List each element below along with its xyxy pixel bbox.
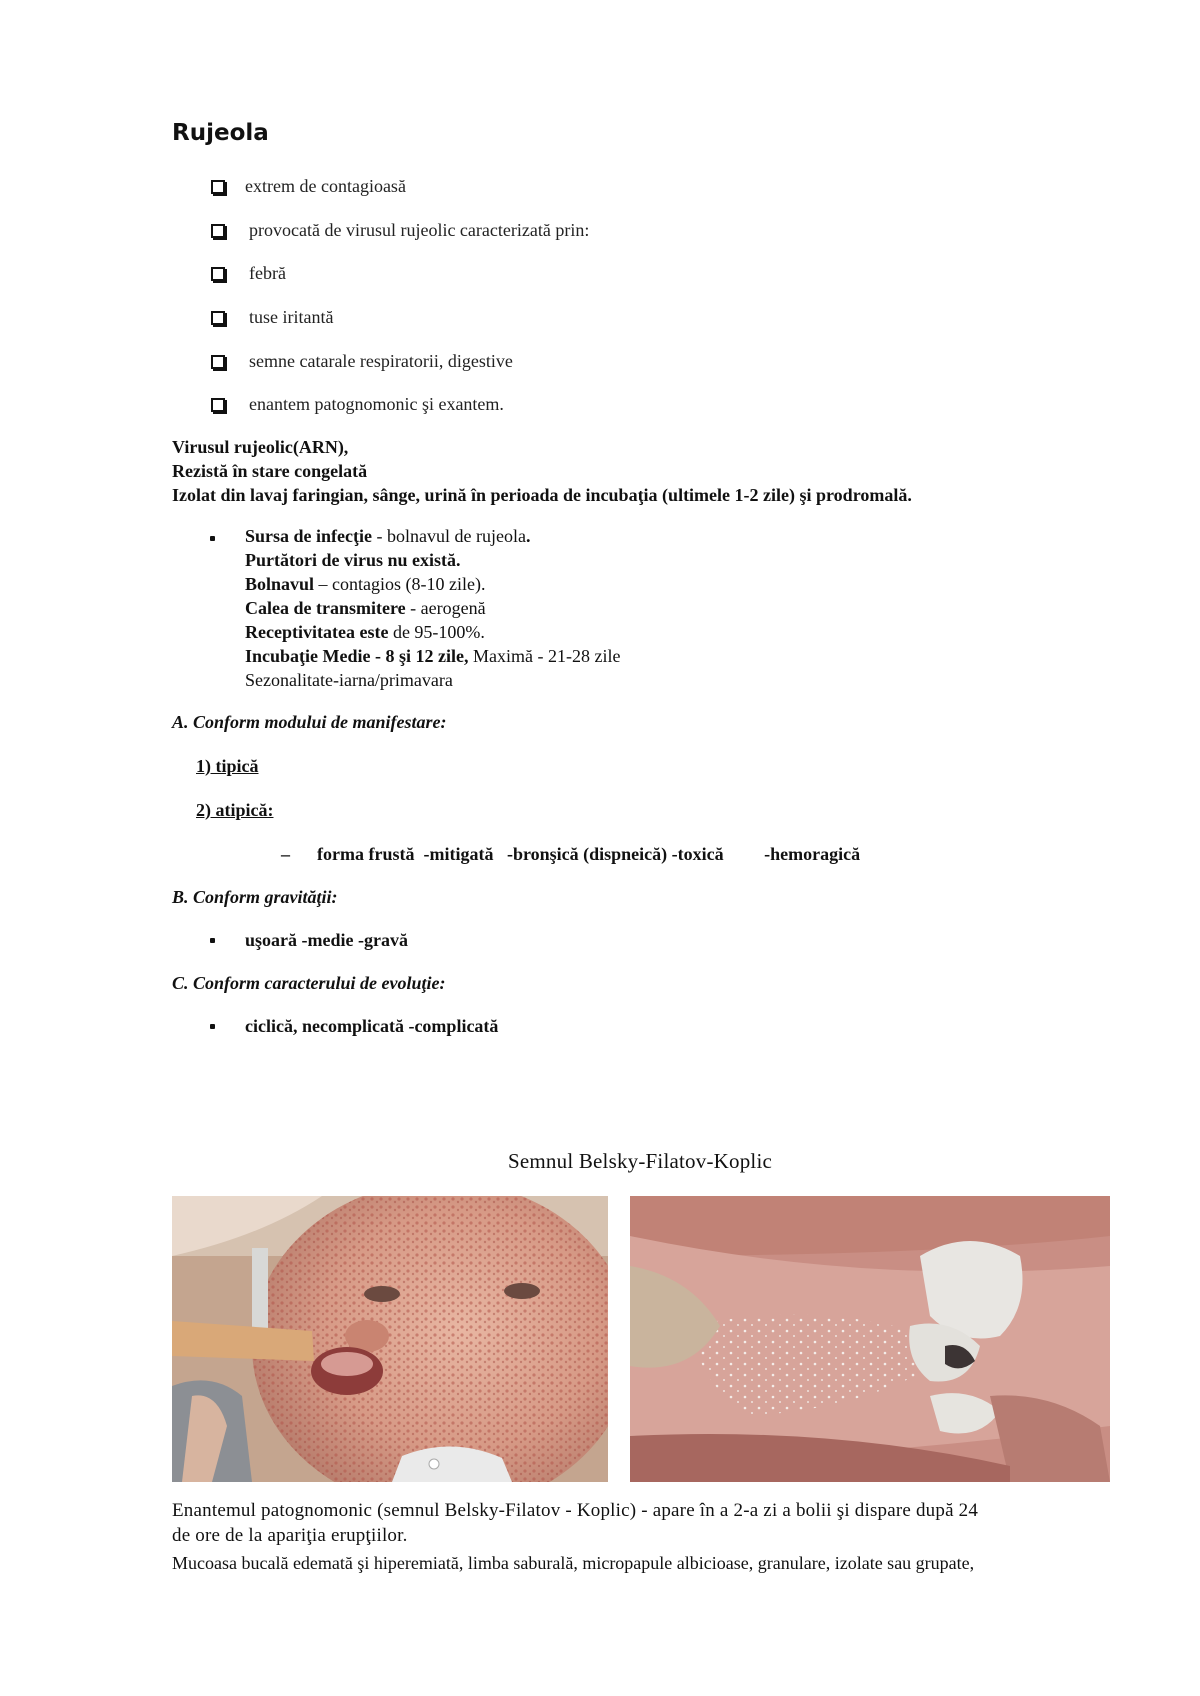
figure-title: Semnul Belsky-Filatov-Koplic: [508, 1149, 772, 1173]
bullet-icon: [210, 536, 215, 541]
caption-line: de ore de la apariţia erupţiilor.: [172, 1525, 408, 1546]
receptivity-line: [245, 622, 485, 643]
list-item-text: febră: [249, 263, 286, 283]
section-a-heading: A. Conform modului de manifestare:: [172, 712, 447, 732]
patient-value: – contagios (8-10 zile).: [314, 574, 486, 594]
atypical-forms-list: forma frustă -mitigată -bronşică (dispneică) -toxică -hemoragică: [317, 844, 861, 864]
checkbox-icon: [211, 180, 225, 194]
source-end: .: [525, 526, 531, 546]
incubation-value: Maximă - 21-28 zile: [468, 646, 621, 666]
receptivity-label: Receptivitatea este: [245, 622, 389, 642]
section-a-item-atypical: 2) atipică:: [196, 800, 274, 820]
route-value: - aerogenă: [405, 598, 486, 618]
source-line: [245, 526, 530, 547]
route-line: [245, 598, 486, 619]
incubation-line: [245, 646, 620, 667]
list-item-text: extrem de contagioasă: [245, 176, 406, 196]
page-title: Rujeola: [172, 120, 269, 146]
evolution-list: ciclică, necomplicată -complicată: [245, 1016, 499, 1036]
forms-dash: –: [281, 844, 290, 864]
incubation-label: Incubaţie Medie - 8 şi 12 zile,: [245, 646, 469, 666]
section-a-item-typical: 1) tipică: [196, 756, 259, 776]
carriers-line: Purtători de virus nu există.: [245, 550, 461, 570]
patient-line: [245, 574, 485, 595]
checkbox-icon: [211, 311, 225, 325]
source-label: Sursa de infecţie: [245, 526, 372, 546]
list-item-text: provocată de virusul rujeolic caracterizată prin:: [249, 220, 590, 240]
virus-line: Izolat din lavaj faringian, sânge, urină în perioada de incubaţia (ultimele 1-2 zile) şi prodromală.: [172, 485, 912, 505]
virus-line: Virusul rujeolic(ARN),: [172, 437, 349, 457]
checkbox-icon: [211, 355, 225, 369]
list-item-text: tuse iritantă: [249, 307, 334, 327]
route-label: Calea de transmitere: [245, 598, 406, 618]
season-line: Sezonalitate-iarna/primavara: [245, 670, 453, 690]
checkbox-icon: [211, 224, 225, 238]
koplik-spots-photo: [630, 1196, 1110, 1482]
caption-line: Mucoasa bucală edemată şi hiperemiată, limba saburală, micropapule albicioase, granulare, izolate sau grupate,: [172, 1553, 975, 1573]
severity-list: uşoară -medie -gravă: [245, 930, 408, 950]
child-rash-image: [172, 1196, 608, 1482]
checkbox-icon: [211, 267, 225, 281]
bullet-icon: [210, 938, 215, 943]
caption-line: Enantemul patognomonic (semnul Belsky-Filatov - Koplic) - apare în a 2-a zi a bolii şi dispare după 24: [172, 1500, 979, 1521]
section-c-heading: C. Conform caracterului de evoluţie:: [172, 973, 446, 993]
receptivity-value: de 95-100%.: [388, 622, 485, 642]
bullet-icon: [210, 1024, 215, 1029]
list-item-text: semne catarale respiratorii, digestive: [249, 351, 513, 371]
section-b-heading: B. Conform gravităţii:: [172, 887, 338, 907]
child-rash-photo: [172, 1196, 608, 1482]
patient-label: Bolnavul: [245, 574, 315, 594]
checkbox-icon: [211, 398, 225, 412]
koplik-spots-image: [630, 1196, 1110, 1482]
source-value: - bolnavul de rujeola: [371, 526, 526, 546]
list-item-text: enantem patognomonic şi exantem.: [249, 394, 504, 414]
virus-line: Rezistă în stare congelată: [172, 461, 368, 481]
